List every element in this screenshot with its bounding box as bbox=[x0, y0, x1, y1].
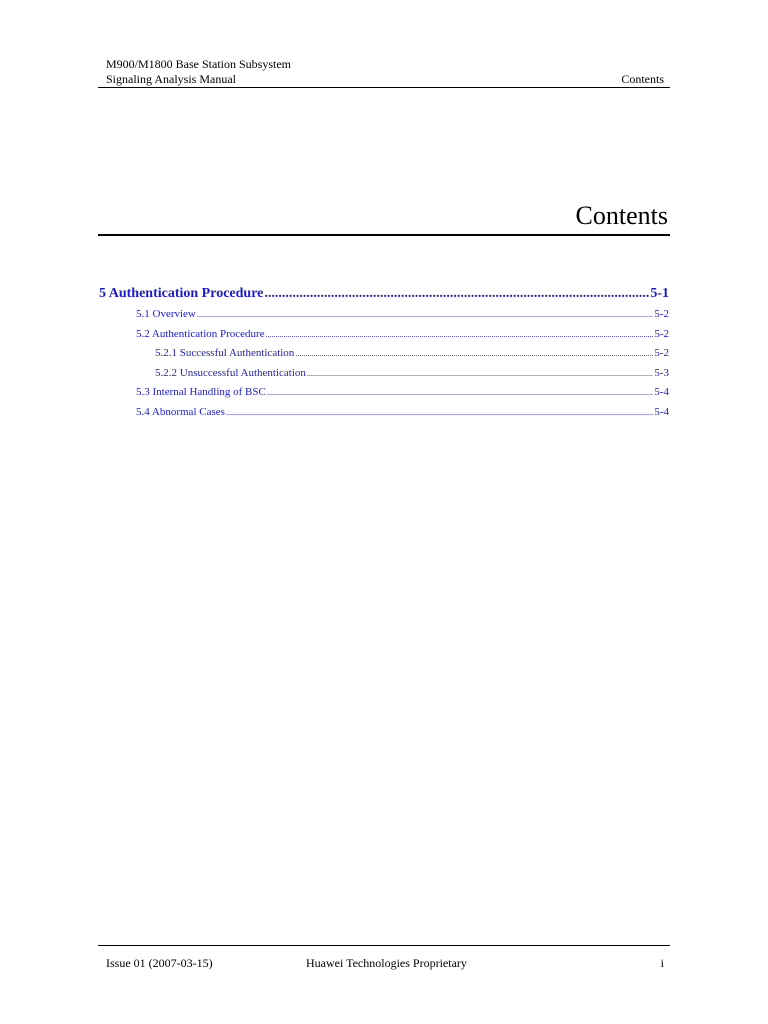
contents-heading-text: Contents bbox=[575, 201, 668, 230]
contents-heading bbox=[98, 198, 670, 236]
toc-entry-page: 5-2 bbox=[654, 347, 669, 359]
toc-entry-5-2-2[interactable] bbox=[155, 366, 669, 381]
header-section-label: Contents bbox=[621, 72, 664, 86]
page-footer bbox=[98, 945, 670, 968]
toc-entry-5-4[interactable] bbox=[136, 405, 669, 420]
toc-dot-leader bbox=[267, 386, 653, 400]
toc-entry-5-2[interactable] bbox=[136, 327, 669, 342]
toc-entry-chapter-5[interactable] bbox=[99, 285, 669, 303]
toc-entry-label: 5.2.2 Unsuccessful Authentication bbox=[155, 367, 306, 379]
toc-entry-page: 5-2 bbox=[654, 308, 669, 320]
toc-dot-leader bbox=[307, 367, 653, 381]
toc-entry-label: 5.2.1 Successful Authentication bbox=[155, 347, 295, 359]
toc-entry-label: 5 Authentication Procedure bbox=[99, 286, 264, 301]
toc-entry-page: 5-3 bbox=[654, 367, 669, 379]
toc-dot-leader bbox=[226, 406, 653, 420]
toc-entry-page: 5-4 bbox=[654, 386, 669, 398]
toc-entry-label: 5.1 Overview bbox=[136, 308, 196, 320]
toc-dot-leader bbox=[266, 328, 654, 342]
footer-page-number: i bbox=[660, 956, 664, 970]
footer-issue: Issue 01 (2007-03-15) bbox=[106, 956, 213, 970]
toc-entry-label: 5.4 Abnormal Cases bbox=[136, 406, 225, 418]
toc-dot-leader bbox=[197, 308, 653, 322]
header-manual-title: Signaling Analysis Manual bbox=[106, 72, 236, 86]
toc-entry-page: 5-4 bbox=[654, 406, 669, 418]
page-header bbox=[98, 57, 670, 88]
toc-entry-page: 5-2 bbox=[654, 328, 669, 340]
toc-entry-5-1[interactable] bbox=[136, 307, 669, 322]
toc-entry-label: 5.2 Authentication Procedure bbox=[136, 328, 265, 340]
footer-company: Huawei Technologies Proprietary bbox=[306, 956, 467, 970]
toc-entry-label: 5.3 Internal Handling of BSC bbox=[136, 386, 266, 398]
toc-entry-page: 5-1 bbox=[650, 286, 669, 301]
header-product-title: M900/M1800 Base Station Subsystem bbox=[106, 57, 292, 71]
toc-entry-5-2-1[interactable] bbox=[155, 346, 669, 361]
toc-dot-leader bbox=[295, 347, 653, 361]
toc-entry-5-3[interactable] bbox=[136, 385, 669, 400]
toc-dot-leader bbox=[264, 285, 649, 303]
